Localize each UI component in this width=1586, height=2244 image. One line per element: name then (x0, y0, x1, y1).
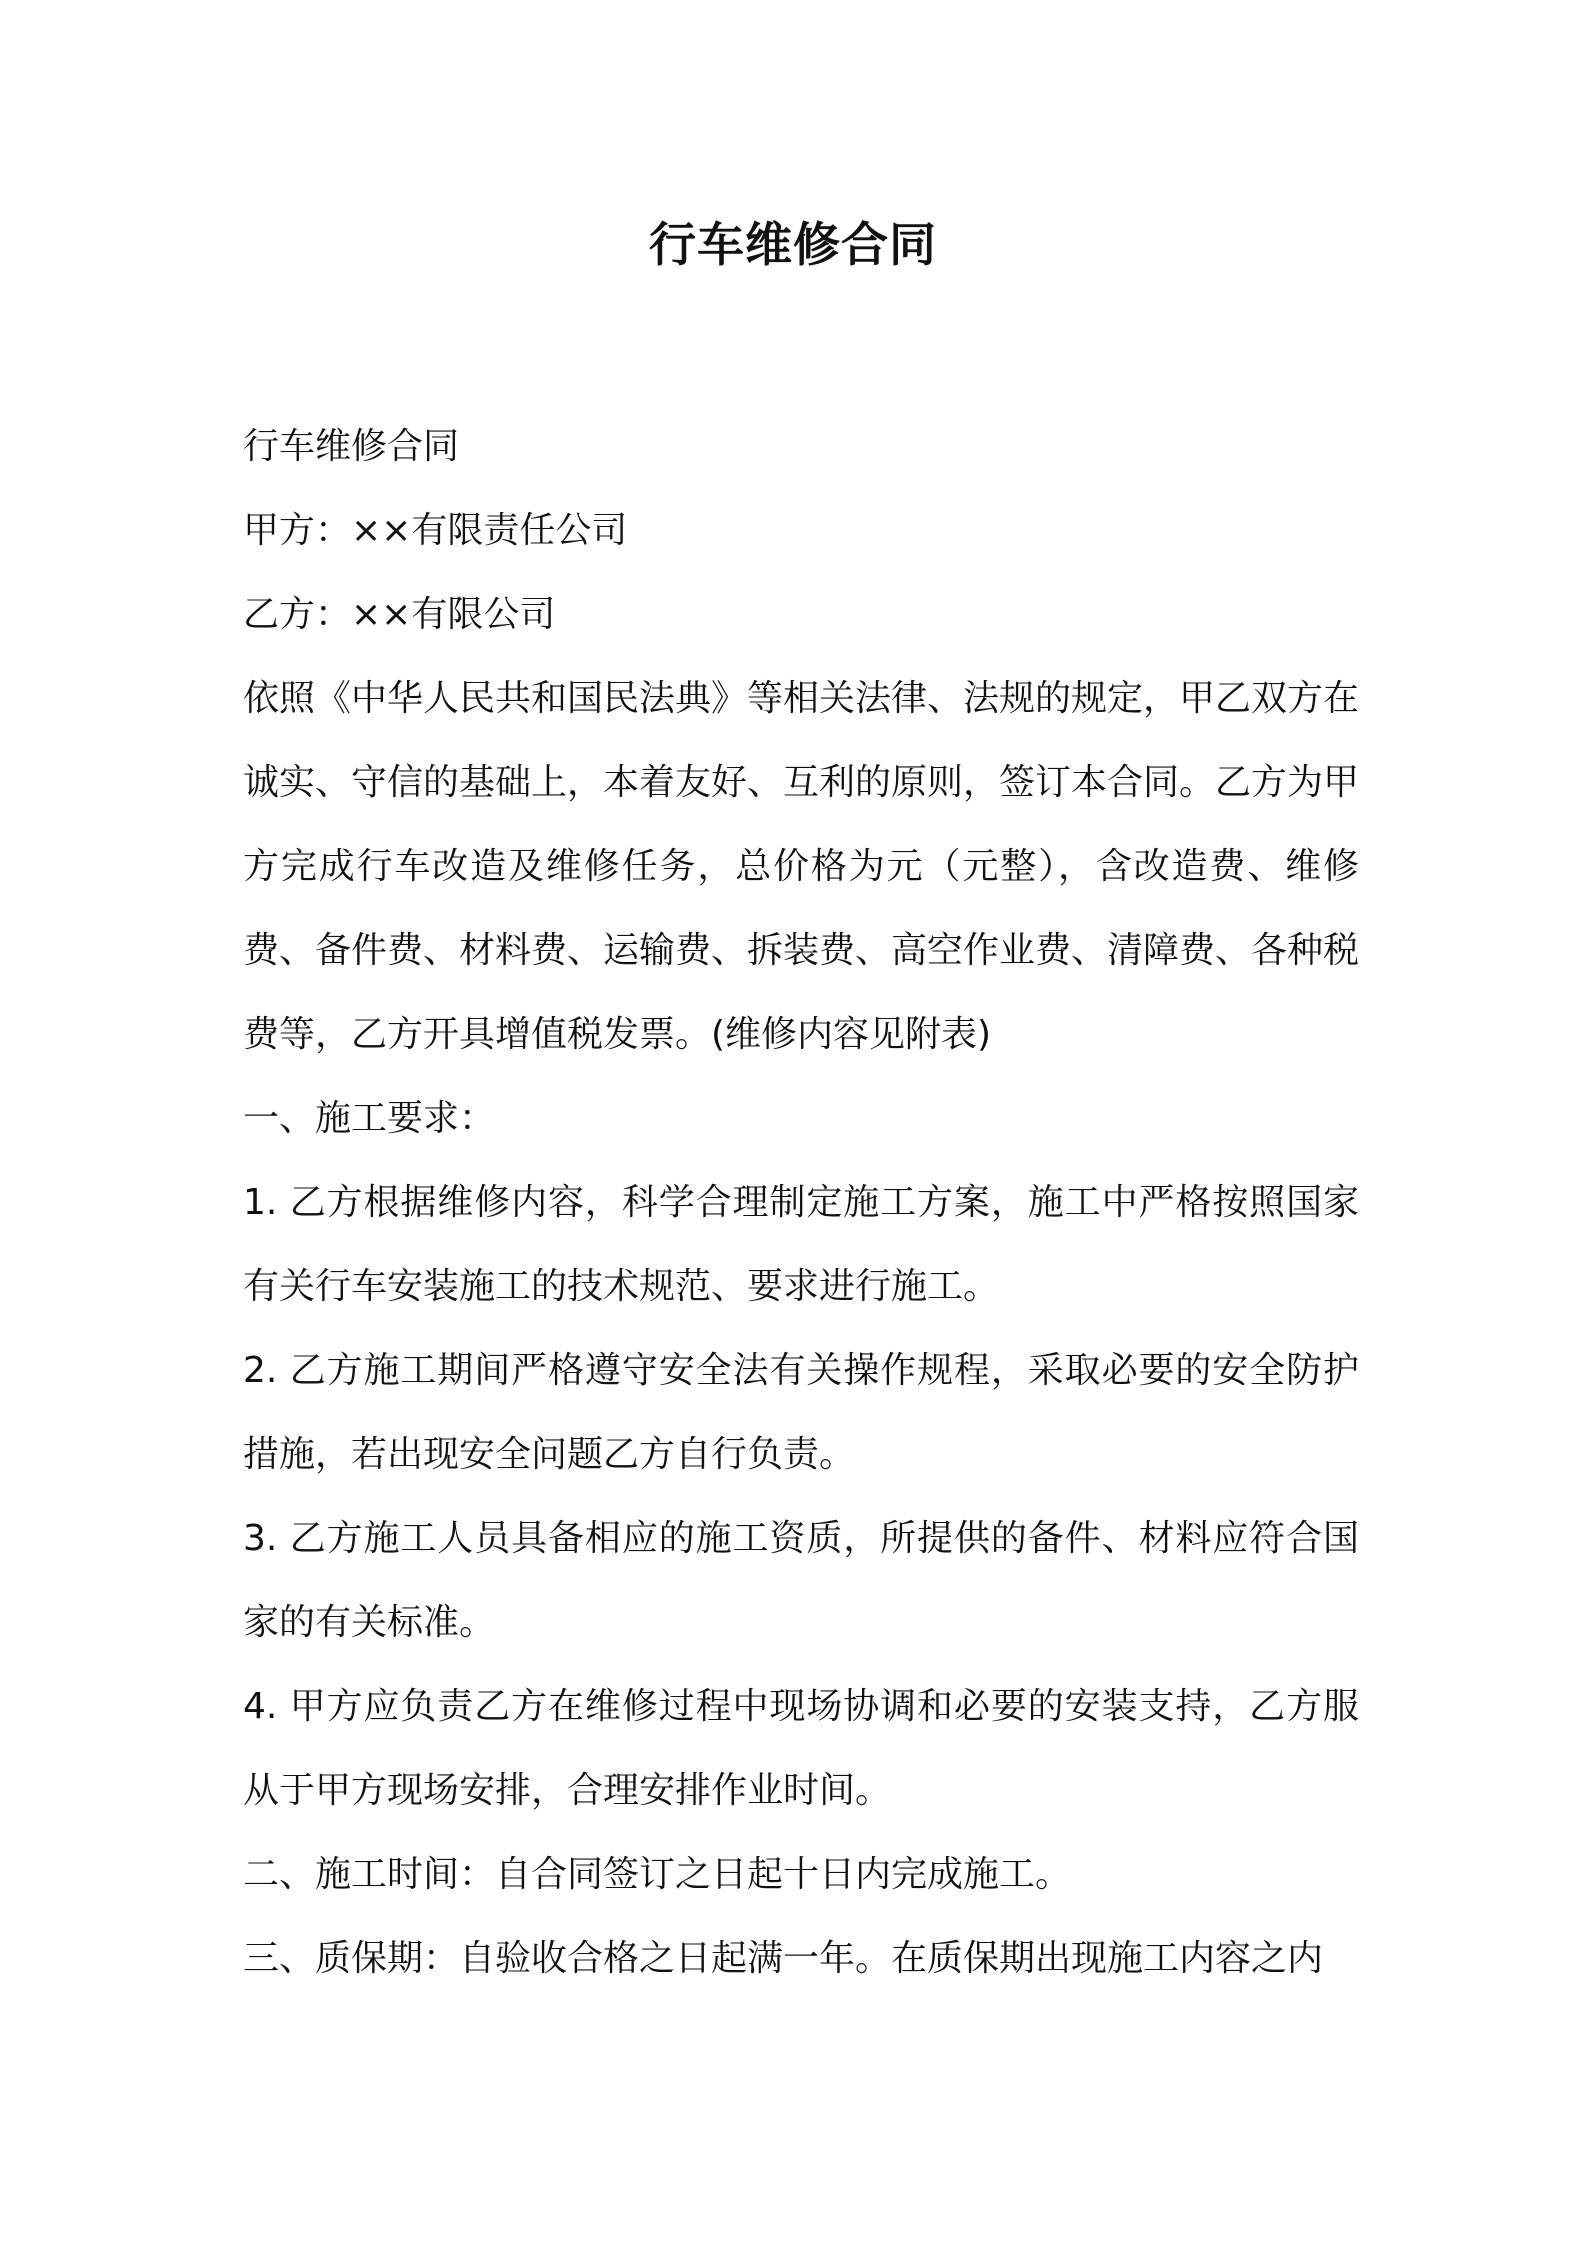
party-b: 乙方：××有限公司 (243, 594, 556, 635)
clause-1-2: 2. 乙方施工期间严格遵守安全法有关操作规程，采取必要的安全防护措施，若出现安全问题乙方自行负责。 (243, 1350, 1359, 1475)
clause-1-3: 3. 乙方施工人员具备相应的施工资质，所提供的备件、材料应符合国家的有关标准。 (243, 1518, 1359, 1643)
clause-1-1: 1. 乙方根据维修内容，科学合理制定施工方案，施工中严格按照国家有关行车安装施工的技术规范、要求进行施工。 (243, 1182, 1359, 1307)
document-title: 行车维修合同 (649, 218, 937, 273)
body-heading: 行车维修合同 (243, 426, 460, 467)
section-1-heading: 一、施工要求： (243, 1098, 496, 1139)
document-body (243, 405, 1359, 2001)
section-3-warranty: 三、质保期：自验收合格之日起满一年。在质保期出现施工内容之内 (243, 1938, 1324, 1979)
clause-1-4: 4. 甲方应负责乙方在维修过程中现场协调和必要的安装支持，乙方服从于甲方现场安排，合理安排作业时间。 (243, 1686, 1359, 1811)
party-a: 甲方：××有限责任公司 (243, 510, 628, 551)
preamble-paragraph: 依照《中华人民共和国民法典》等相关法律、法规的规定，甲乙双方在诚实、守信的基础上，本着友好、互利的原则，签订本合同。乙方为甲方完成行车改造及维修任务，总价格为元（元整），含改造费、维修费、备件费、材料费、运输费、拆装费、高空作业费、清障费、各种税费等，乙方开具增值税发票。(维修内容见附表) (243, 678, 1360, 1055)
section-2-construction-time: 二、施工时间：自合同签订之日起十日内完成施工。 (243, 1854, 1072, 1895)
